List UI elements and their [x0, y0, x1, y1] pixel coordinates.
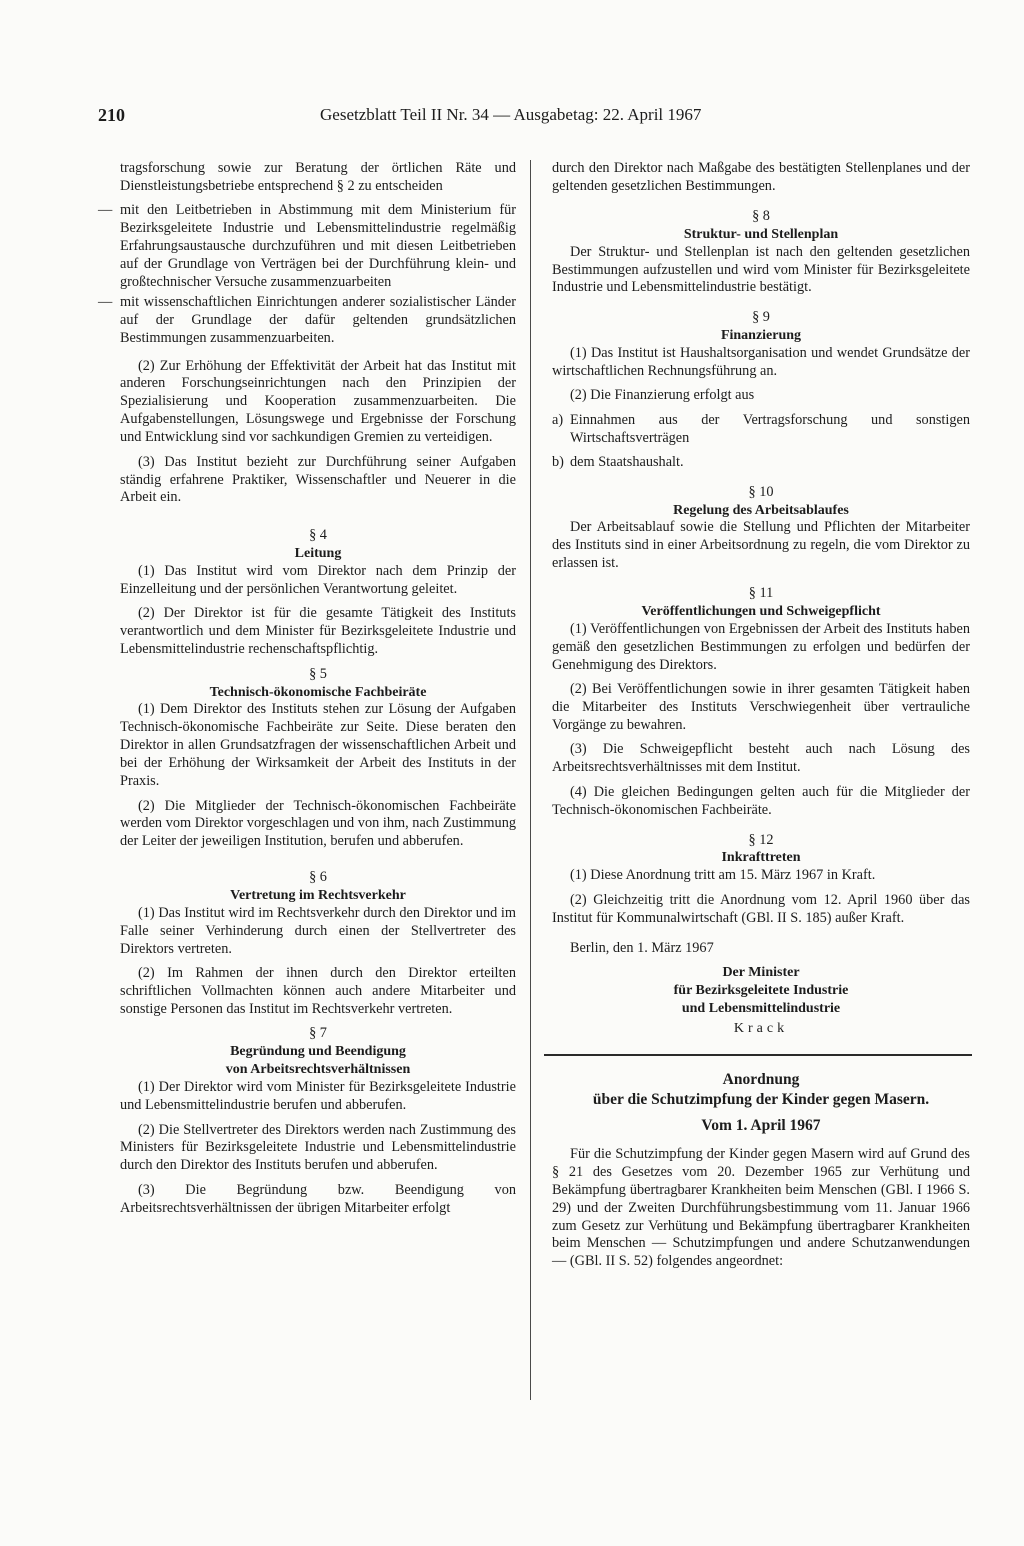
signature-line: und Lebensmittelindustrie [681, 1000, 841, 1016]
left-column [98, 160, 516, 1224]
section-12 [552, 832, 970, 928]
continued-paragraph: tragsforschung sowie zur Beratung der örtlichen Räte und Dienstleistungsbetriebe entsprechend § 2 zu entscheiden [120, 160, 516, 194]
list-marker: a) [552, 411, 564, 428]
ordinance-block [552, 1070, 970, 1271]
section-number: § 5 [309, 665, 327, 682]
paragraph: (2) Die Stellvertreter des Direktors werden nach Zustimmung des Ministers für Bezirksgeleitete Industrie und Lebensmittelindustrie durch den Direktor des Instituts berufen und abberufen. [120, 1121, 516, 1174]
section-9 [552, 309, 970, 471]
page-header [96, 102, 976, 132]
ordinance-subtitle: über die Schutzimpfung der Kinder gegen Masern. [592, 1090, 930, 1108]
section-title: Regelung des Arbeitsablaufes [673, 502, 849, 518]
list-item-text: dem Staatshaushalt. [570, 453, 684, 470]
section-title: Finanzierung [720, 328, 802, 344]
section-4 [120, 527, 516, 659]
ordinance-body: Für die Schutzimpfung der Kinder gegen Masern wird auf Grund des § 21 des Gesetzes vom 20. Dezember 1965 zur Verhütung und Bekämpfung übertragbarer Krankheiten beim Menschen (GBl. I 1966 S. 29) und der Zweiten Durchführungsbestimmung vom 11. Januar 1966 zum Gesetz zur Verhütung und Bekämpfung übertragbarer Krankheiten beim Menschen — Schutzimpfungen und andere Schutzanwendungen — (GBl. II S. 52) folgendes angeordnet: [552, 1145, 970, 1270]
signature-block [552, 964, 970, 1038]
section-5 [120, 666, 516, 852]
list-item [98, 293, 516, 348]
section-title: Leitung [294, 546, 342, 562]
dash-marker: — [98, 202, 113, 219]
paragraph: (2) Bei Veröffentlichungen sowie in ihrer gesamten Tätigkeit haben die Mitarbeiter des Instituts Verschwiegenheit über vertrauliche Vorgänge zu bewahren. [552, 681, 970, 733]
section-10 [552, 484, 970, 574]
section-title: Veröffentlichungen und Schweigepflicht [641, 604, 881, 620]
ordinance-date: Vom 1. April 1967 [701, 1116, 821, 1134]
section-number: § 12 [748, 831, 774, 848]
section-title: Technisch-ökonomische Fachbeiräte [209, 684, 427, 700]
section-number: § 9 [752, 309, 770, 326]
section-title: Begründung und Beendigung [230, 1044, 406, 1060]
list-item [98, 202, 516, 292]
paragraph: (1) Dem Direktor des Instituts stehen zur Lösung der Aufgaben Technisch-ökonomische Fachbeiräte zur Seite. Diese beraten den Direktor in allen Grundsatzfragen der wissenschaftlichen Arbeit und bei der Erhöhung der Wirksamkeit der Arbeit des Instituts in der Praxis. [120, 701, 516, 790]
list-item [552, 454, 970, 472]
section-title: Inkrafttreten [721, 850, 801, 866]
dash-marker: — [98, 293, 113, 310]
section-6 [120, 869, 516, 1019]
list-item-text: mit den Leitbetrieben in Abstimmung mit dem Ministerium für Bezirksgeleitete Industrie und Lebensmittelindustrie regelmäßig Erfahrungsaustausche durchzuführen und mit diesen Leitbetrieben auf der Grundlage von Verträgen bei der Durchführung klein- und großtechnischer Versuche zusammenzuarbeiten [120, 202, 516, 290]
right-column [552, 160, 970, 1278]
section-number: § 6 [309, 869, 327, 886]
running-head: Gesetzblatt Teil II Nr. 34 — Ausgabetag: 22. April 1967 [320, 105, 702, 124]
paragraph: (2) Die Mitglieder der Technisch-ökonomischen Fachbeiräte werden vom Direktor vorgeschlagen und von ihm, nach Zustimmung der Leiter der jeweiligen Institution, berufen und abberufen. [120, 797, 516, 850]
section-number: § 11 [748, 585, 774, 602]
section-title: Vertretung im Rechtsverkehr [230, 888, 406, 904]
ordinance-title: Anordnung [722, 1070, 800, 1088]
section-title: Struktur- und Stellenplan [683, 226, 839, 242]
paragraph: (2) Zur Erhöhung der Effektivität der Arbeit hat das Institut mit anderen Forschungseinrichtungen nach den Prinzipien der Spezialisierung und Kooperation zusammenzuarbeiten. Die Aufgabenstellungen, Lösungswege und Ergebnisse der Forschung und Entwicklung sind vor sachkundigen Gremien zu verteidigen. [120, 357, 516, 446]
paragraph: (2) Der Direktor ist für die gesamte Tätigkeit des Instituts verantwortlich und dem Minister für Bezirksgeleitete Industrie und Lebensmittelindustrie rechenschaftspflichtig. [120, 605, 516, 658]
section-number: § 7 [309, 1025, 327, 1042]
paragraph: (4) Die gleichen Bedingungen gelten auch für die Mitglieder der Technisch-ökonomischen Fachbeiräte. [552, 783, 970, 818]
section-number: § 4 [309, 527, 327, 544]
section-11 [552, 585, 970, 819]
section-8 [552, 208, 970, 298]
paragraph: (1) Der Direktor wird vom Minister für Bezirksgeleitete Industrie und Lebensmittelindustrie berufen und abberufen. [120, 1079, 516, 1114]
paragraph: Der Arbeitsablauf sowie die Stellung und Pflichten der Mitarbeiter des Instituts sind in einer Arbeitsordnung zu regeln, die vom Direktor zu erlassen ist. [552, 519, 970, 572]
paragraph: (1) Veröffentlichungen von Ergebnissen der Arbeit des Instituts haben gemäß den gesetzlichen Bestimmungen zu erfolgen und bedürfen der Genehmigung des Direktors. [552, 620, 970, 673]
section-title: von Arbeitsrechtsverhältnissen [225, 1062, 411, 1078]
section-separator-rule [544, 1054, 972, 1056]
list-marker: b) [552, 453, 564, 470]
signatory-name: Krack [733, 1020, 789, 1036]
signature-line: Der Minister [722, 964, 800, 980]
paragraph: Der Struktur- und Stellenplan ist nach den geltenden gesetzlichen Bestimmungen aufzustellen und wird vom Minister für Bezirksgeleitete Industrie und Lebensmittelindustrie bestätigt. [552, 243, 970, 296]
list-item-text: Einnahmen aus der Vertragsforschung und sonstigen Wirtschaftsverträgen [570, 411, 970, 446]
paragraph: (3) Die Begründung bzw. Beendigung von Arbeitsrechtsverhältnissen der übrigen Mitarbeiter erfolgt [120, 1181, 516, 1216]
signature-line: für Bezirksgeleitete Industrie [673, 982, 849, 998]
paragraph: (1) Das Institut wird im Rechtsverkehr durch den Direktor und im Falle seiner Verhinderung durch einen der Stellvertreter des Direktors vertreten. [120, 905, 516, 957]
section-number: § 10 [748, 483, 774, 500]
paragraph: (3) Das Institut bezieht zur Durchführung seiner Aufgaben ständig erfahrene Praktiker, Wissenschaftler und Neuerer in die Arbeit ein. [120, 453, 516, 506]
column-divider [530, 160, 531, 1400]
section-7 [120, 1025, 516, 1217]
paragraph: (2) Im Rahmen der ihnen durch den Direktor erteilten schriftlichen Vollmachten können auch andere Mitarbeiter und sonstige Personen das Institut im Rechtsverkehr vertreten. [120, 965, 516, 1018]
paragraph: (1) Das Institut wird vom Direktor nach dem Prinzip der Einzelleitung und der persönlichen Verantwortung geleitet. [120, 563, 516, 598]
continued-paragraph: durch den Direktor nach Maßgabe des bestätigten Stellenplanes und der geltenden gesetzlichen Bestimmungen. [552, 160, 970, 194]
paragraph: (3) Die Schweigepflicht besteht auch nach Lösung des Arbeitsrechtsverhältnisses mit dem Institut. [552, 741, 970, 776]
list-item-text: mit wissenschaftlichen Einrichtungen anderer sozialistischer Länder auf der Grundlage der dafür geltenden grundsätzlichen Bestimmungen zusammenzuarbeiten. [120, 293, 516, 346]
paragraph: (1) Diese Anordnung tritt am 15. März 1967 in Kraft. [570, 867, 876, 884]
paragraph: (1) Das Institut ist Haushaltsorganisation und wendet Grundsätze der wirtschaftlichen Rechnungsführung an. [552, 345, 970, 380]
place-date: Berlin, den 1. März 1967 [570, 939, 714, 956]
page-number: 210 [98, 105, 125, 125]
paragraph: (2) Gleichzeitig tritt die Anordnung vom 12. April 1960 über das Institut für Kommunalwirtschaft (GBl. II S. 185) außer Kraft. [552, 891, 970, 926]
paragraph: (2) Die Finanzierung erfolgt aus [570, 387, 755, 404]
section-number: § 8 [752, 207, 770, 224]
list-item [552, 412, 970, 448]
